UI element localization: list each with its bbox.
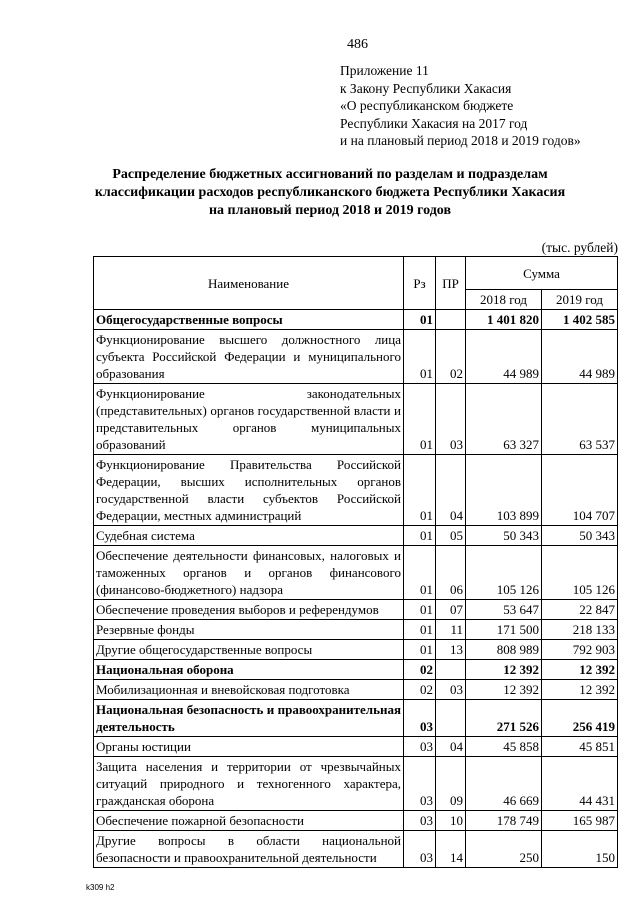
row-rz: 03 (404, 757, 436, 811)
row-name: Функционирование Правительства Российской Федерации, высших исполнительных органов государственной власти субъектов Российской Федерации, местных администраций (94, 455, 404, 526)
title-line: Распределение бюджетных ассигнований по разделам и подразделам (112, 167, 548, 182)
row-2018: 44 989 (466, 330, 542, 384)
row-2019: 12 392 (542, 660, 618, 680)
row-2018: 271 526 (466, 700, 542, 737)
row-pr: 14 (436, 831, 466, 868)
header-pr: ПР (436, 257, 466, 310)
document-title (80, 166, 580, 220)
table-row (94, 330, 618, 384)
row-2018: 1 401 820 (466, 310, 542, 330)
row-rz: 01 (404, 620, 436, 640)
row-pr (436, 660, 466, 680)
table-row (94, 680, 618, 700)
header-2019: 2019 год (542, 290, 618, 310)
row-pr: 13 (436, 640, 466, 660)
row-2018: 178 749 (466, 811, 542, 831)
row-rz: 03 (404, 737, 436, 757)
row-name: Функционирование высшего должностного лица субъекта Российской Федерации и муниципального образования (94, 330, 404, 384)
table-row (94, 384, 618, 455)
appendix-line: Республики Хакасия на 2017 год (340, 115, 528, 131)
row-pr: 07 (436, 600, 466, 620)
row-name: Обеспечение деятельности финансовых, налоговых и таможенных органов и органов финансового (финансово-бюджетного) надзора (94, 546, 404, 600)
row-name: Защита населения и территории от чрезвычайных ситуаций природного и техногенного характера, гражданская оборона (94, 757, 404, 811)
row-rz: 02 (404, 660, 436, 680)
appendix-line: и на плановый период 2018 и 2019 годов» (340, 133, 581, 148)
table-row (94, 831, 618, 868)
row-2018: 53 647 (466, 600, 542, 620)
row-2019: 792 903 (542, 640, 618, 660)
row-name: Органы юстиции (94, 737, 404, 757)
table-row (94, 600, 618, 620)
row-2019: 22 847 (542, 600, 618, 620)
row-name: Национальная безопасность и правоохранительная деятельность (94, 700, 404, 737)
row-name: Обеспечение проведения выборов и референдумов (94, 600, 404, 620)
table-row (94, 310, 618, 330)
row-2018: 808 989 (466, 640, 542, 660)
row-2018: 103 899 (466, 455, 542, 526)
header-rz: Рз (404, 257, 436, 310)
row-2019: 256 419 (542, 700, 618, 737)
row-rz: 01 (404, 310, 436, 330)
row-2018: 12 392 (466, 680, 542, 700)
row-2018: 12 392 (466, 660, 542, 680)
unit-label: (тыс. рублей) (541, 240, 618, 255)
row-pr: 02 (436, 330, 466, 384)
row-name: Функционирование законодательных (представительных) органов государственной власти и представительных органов муниципальных образований (94, 384, 404, 455)
row-rz: 01 (404, 330, 436, 384)
row-name: Национальная оборона (94, 660, 404, 680)
appendix-line: к Закону Республики Хакасия (340, 80, 512, 96)
row-2018: 46 669 (466, 757, 542, 811)
row-pr: 11 (436, 620, 466, 640)
row-2019: 150 (542, 831, 618, 868)
row-2019: 12 392 (542, 680, 618, 700)
row-2018: 250 (466, 831, 542, 868)
row-pr (436, 310, 466, 330)
row-rz: 01 (404, 546, 436, 600)
row-2018: 105 126 (466, 546, 542, 600)
row-pr: 06 (436, 546, 466, 600)
row-pr: 04 (436, 455, 466, 526)
row-rz: 02 (404, 680, 436, 700)
table-row (94, 660, 618, 680)
row-rz: 03 (404, 831, 436, 868)
row-2019: 44 431 (542, 757, 618, 811)
table-row (94, 640, 618, 660)
row-2019: 165 987 (542, 811, 618, 831)
row-name: Другие вопросы в области национальной безопасности и правоохранительной деятельности (94, 831, 404, 868)
row-pr: 10 (436, 811, 466, 831)
title-line: классификации расходов республиканского бюджета Республики Хакасия (94, 185, 566, 200)
row-rz: 03 (404, 700, 436, 737)
row-2018: 50 343 (466, 526, 542, 546)
row-pr: 04 (436, 737, 466, 757)
row-name: Резервные фонды (94, 620, 404, 640)
row-name: Другие общегосударственные вопросы (94, 640, 404, 660)
table-row (94, 546, 618, 600)
row-rz: 01 (404, 526, 436, 546)
budget-table (93, 256, 618, 868)
row-pr (436, 700, 466, 737)
header-sum: Сумма (466, 257, 618, 290)
table-row (94, 455, 618, 526)
row-pr: 03 (436, 680, 466, 700)
row-2019: 218 133 (542, 620, 618, 640)
table-row (94, 737, 618, 757)
row-pr: 03 (436, 384, 466, 455)
table-row (94, 526, 618, 546)
row-rz: 01 (404, 455, 436, 526)
row-rz: 01 (404, 384, 436, 455)
page-number: 486 (347, 37, 368, 52)
row-rz: 03 (404, 811, 436, 831)
row-2019: 50 343 (542, 526, 618, 546)
appendix-block (340, 62, 581, 150)
row-rz: 01 (404, 600, 436, 620)
table-row (94, 620, 618, 640)
appendix-line: Приложение 11 (340, 63, 429, 78)
table-row (94, 700, 618, 737)
row-2018: 45 858 (466, 737, 542, 757)
row-2019: 63 537 (542, 384, 618, 455)
title-line: на плановый период 2018 и 2019 годов (208, 203, 452, 218)
header-name: Наименование (94, 257, 404, 310)
row-name: Судебная система (94, 526, 404, 546)
row-name: Обеспечение пожарной безопасности (94, 811, 404, 831)
row-2019: 104 707 (542, 455, 618, 526)
row-2019: 44 989 (542, 330, 618, 384)
table-row (94, 757, 618, 811)
row-pr: 09 (436, 757, 466, 811)
row-name: Мобилизационная и вневойсковая подготовка (94, 680, 404, 700)
footer-code: k309 h2 (86, 883, 115, 892)
row-2018: 171 500 (466, 620, 542, 640)
row-2019: 45 851 (542, 737, 618, 757)
appendix-line: «О республиканском бюджете (340, 98, 514, 113)
row-rz: 01 (404, 640, 436, 660)
row-2019: 1 402 585 (542, 310, 618, 330)
row-pr: 05 (436, 526, 466, 546)
header-2018: 2018 год (466, 290, 542, 310)
table-row (94, 811, 618, 831)
row-2018: 63 327 (466, 384, 542, 455)
row-name: Общегосударственные вопросы (94, 310, 404, 330)
row-2019: 105 126 (542, 546, 618, 600)
table-body (94, 310, 618, 868)
